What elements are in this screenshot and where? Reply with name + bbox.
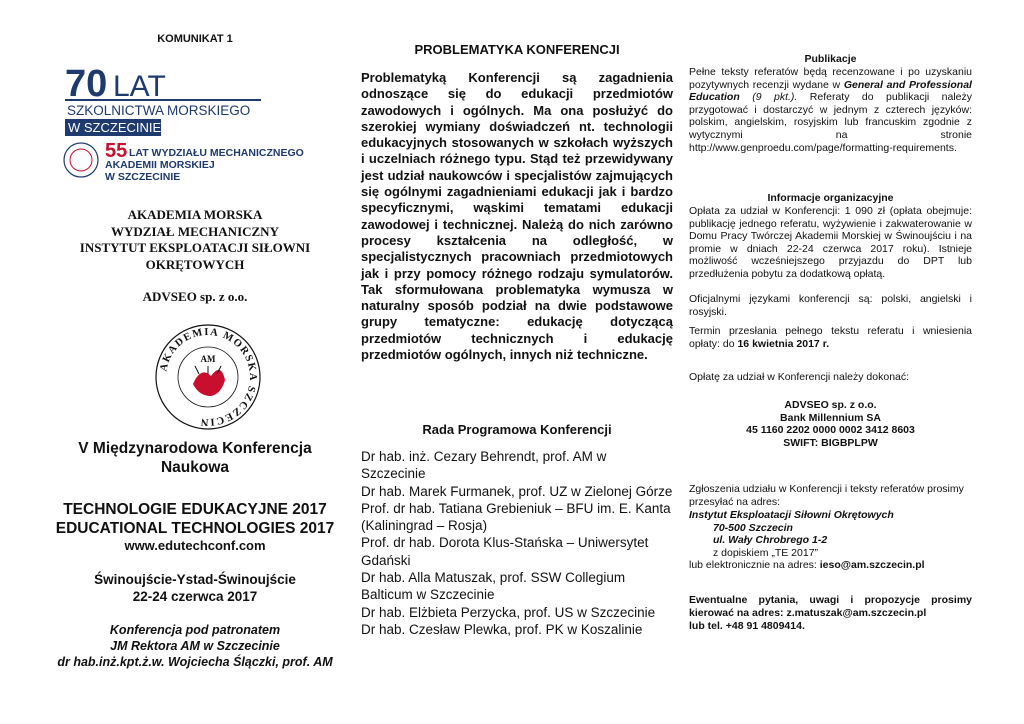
logo-70: 70	[65, 63, 108, 105]
place-route: Świnoujście-Ystad-Świnoujście	[94, 572, 296, 587]
logo-lat: LAT	[113, 70, 166, 103]
logo-sub1: LAT WYDZIAŁU MECHANICZNEGO	[129, 147, 304, 159]
anniversary-logo	[61, 60, 323, 188]
committee-member: Dr hab. Alla Matuszak, prof. SSW Collegium Balticum w Szczecinie	[361, 570, 626, 603]
committee-member: Prof. dr hab. Tatiana Grebieniuk – BFU im. E. Kanta (Kaliningrad – Rosja)	[361, 500, 671, 534]
committee-member: Dr hab. inż. Cezary Behrendt, prof. AM w Szczecinie	[361, 449, 607, 482]
phone-text: lub tel. +48 91 4809414.	[689, 620, 805, 632]
seal-am: AM	[200, 354, 216, 364]
seal-ring-text: AKADEMIA MORSKA SZCZECIN	[158, 326, 259, 428]
payment-intro: Opłatę za udział w Konferencji należy dokonać:	[689, 371, 910, 383]
deadline-text: Termin przesłania pełnego tekstu referatu i wniesienia opłaty: do 16 kwietnia 2017 r.	[689, 325, 972, 350]
questions-text: Ewentualne pytania, uwagi i propozycje prosimy kierować na adres: z.matuszak@am.szczecin.pl	[689, 594, 972, 619]
problem-body: Problematyką Konferencji są zagadnienia odnoszące się do edukacji przedmiotów zawodowych i ogólnych. Ma ona posłużyć do szerokiej wymiany doświadczeń nt. technologii edukacyjnych stosowanych w szkołach wyższych i uczelniach różnego typu. Stąd też przewidywany jest udział naukowców i specjalistów zajmujących się ogólnymi zagadnieniami edukacji jak i bardzo specyficznymi, wąskimi tematami edukacji zawodowej i technicznej. Należą do nich zarówno procesy kształcenia na odległość, w specjalistycznych pracowniach przedmiotowych jak i przy pomocy różnego rodzaju symulatorów. Tak sformułowana problematyka wymusza w naturalny sposób podział na dwie podstawowe grupy tematyczne: edukację dotyczącą przedmiotów technicznych i edukację przedmiotów ogólnych, innych niż techniczne.	[361, 70, 673, 363]
institution-line: WYDZIAŁ MECHANICZNY	[111, 223, 279, 239]
email-link[interactable]: ieso@am.szczecin.pl	[819, 559, 925, 572]
submission-address: Instytut Eksploatacji Siłowni Okrętowych 70-500 Szczecin ul. Wały Chrobrego 1-2 z dopiskiem „TE 2017” lub elektronicznie na adres: ieso@am.szczecin.pl	[689, 509, 972, 572]
logo-line2: W SZCZECINIE	[68, 120, 162, 135]
communique-label: KOMUNIKAT 1	[157, 33, 233, 45]
title-pl: TECHNOLOGIE EDUKACYJNE 2017	[63, 501, 327, 518]
university-seal	[153, 322, 263, 432]
logo-sub3: W SZCZECINIE	[105, 171, 181, 183]
problem-heading: PROBLEMATYKA KONFERENCJI	[414, 42, 620, 57]
website-link[interactable]: www.edutechconf.com	[124, 538, 266, 553]
conference-place	[40, 571, 350, 605]
committee-member: Dr hab. Marek Furmanek, prof. UZ w Zielonej Górze	[361, 483, 673, 499]
logo-55: 55	[105, 140, 128, 162]
publications-text: Pełne teksty referatów będą recenzowane i po uzyskaniu pozytywnych recenzji wydane w General and Professional Education (9 pkt.). Referaty do publikacji należy przygotować i dostarczyć w jednym z czterech języków: polskim, angielskim, rosyjskim lub francuskim zgodnie z wytycznymi na stronie http://www.genproedu.com/page/formatting-requirements.	[689, 66, 973, 154]
institution-line: AKADEMIA MORSKA	[127, 207, 263, 222]
conference-name: V Międzynarodowa Konferencja Naukowa	[78, 440, 312, 476]
address-note: z dopiskiem „TE 2017”	[713, 546, 819, 559]
deadline-date: 16 kwietnia 2017 r.	[737, 337, 830, 350]
bank-details: ADVSEO sp. z o.o. Bank Millennium SA 45 1160 2202 0000 0002 3412 8603 SWIFT: BIGBPLPW	[746, 399, 915, 449]
patronage: Konferencja pod patronatem JM Rektora AM w Szczecinie dr hab.inż.kpt.ż.w. Wojciecha Ślączki, prof. AM	[57, 623, 333, 669]
fee-text: Opłata za udział w Konferencji: 1 090 zł (opłata obejmuje: publikację jednego referatu, wyżywienie i zakwaterowanie w Domu Pracy Twórczej Akademii Morskiej w Świnoujściu i na promie w dniach 22-24 czerwca 2017 roku). Istnieje możliwość wcześniejszego przyjazdu do DPT lub przedłużenia pobytu za dodatkową opłatą.	[689, 205, 972, 280]
logo-line1: SZKOLNICTWA MORSKIEGO	[67, 103, 251, 118]
institution-block	[40, 207, 350, 273]
organizer-company: ADVSEO sp. z o.o.	[142, 289, 248, 304]
organization-heading: Informacje organizacyjne	[767, 192, 894, 204]
conference-dates: 22-24 czerwca 2017	[132, 589, 258, 604]
languages-text: Oficjalnymi językami konferencji są: polski, angielski i rosyjski.	[689, 293, 972, 318]
submission-intro: Zgłoszenia udziału w Konferencji i teksty referatów prosimy przesyłać na adres:	[689, 483, 964, 508]
publications-heading: Publikacje	[804, 53, 857, 65]
committee-member: Prof. dr hab. Dorota Klus-Stańska – Uniwersytet Gdański	[361, 535, 649, 568]
institution-line: OKRĘTOWYCH	[145, 256, 245, 272]
institution-line: INSTYTUT EKSPLOATACJI SIŁOWNI	[79, 240, 311, 255]
committee-list	[361, 448, 673, 638]
griffin-icon	[193, 370, 225, 396]
email-line: lub elektronicznie na adres: ieso@am.szczecin.pl	[689, 559, 925, 572]
committee-member: Dr hab. Elżbieta Perzycka, prof. US w Szczecinie	[361, 604, 656, 620]
conference-title	[40, 500, 350, 554]
committee-member: Dr hab. Czesław Plewka, prof. PK w Koszalinie	[361, 621, 643, 637]
title-en: EDUCATIONAL TECHNOLOGIES 2017	[55, 520, 335, 537]
journal-name: General and Professional Education	[689, 78, 972, 104]
logo-sub2: AKADEMII MORSKIEJ	[105, 159, 215, 171]
committee-heading: Rada Programowa Konferencji	[422, 422, 612, 437]
